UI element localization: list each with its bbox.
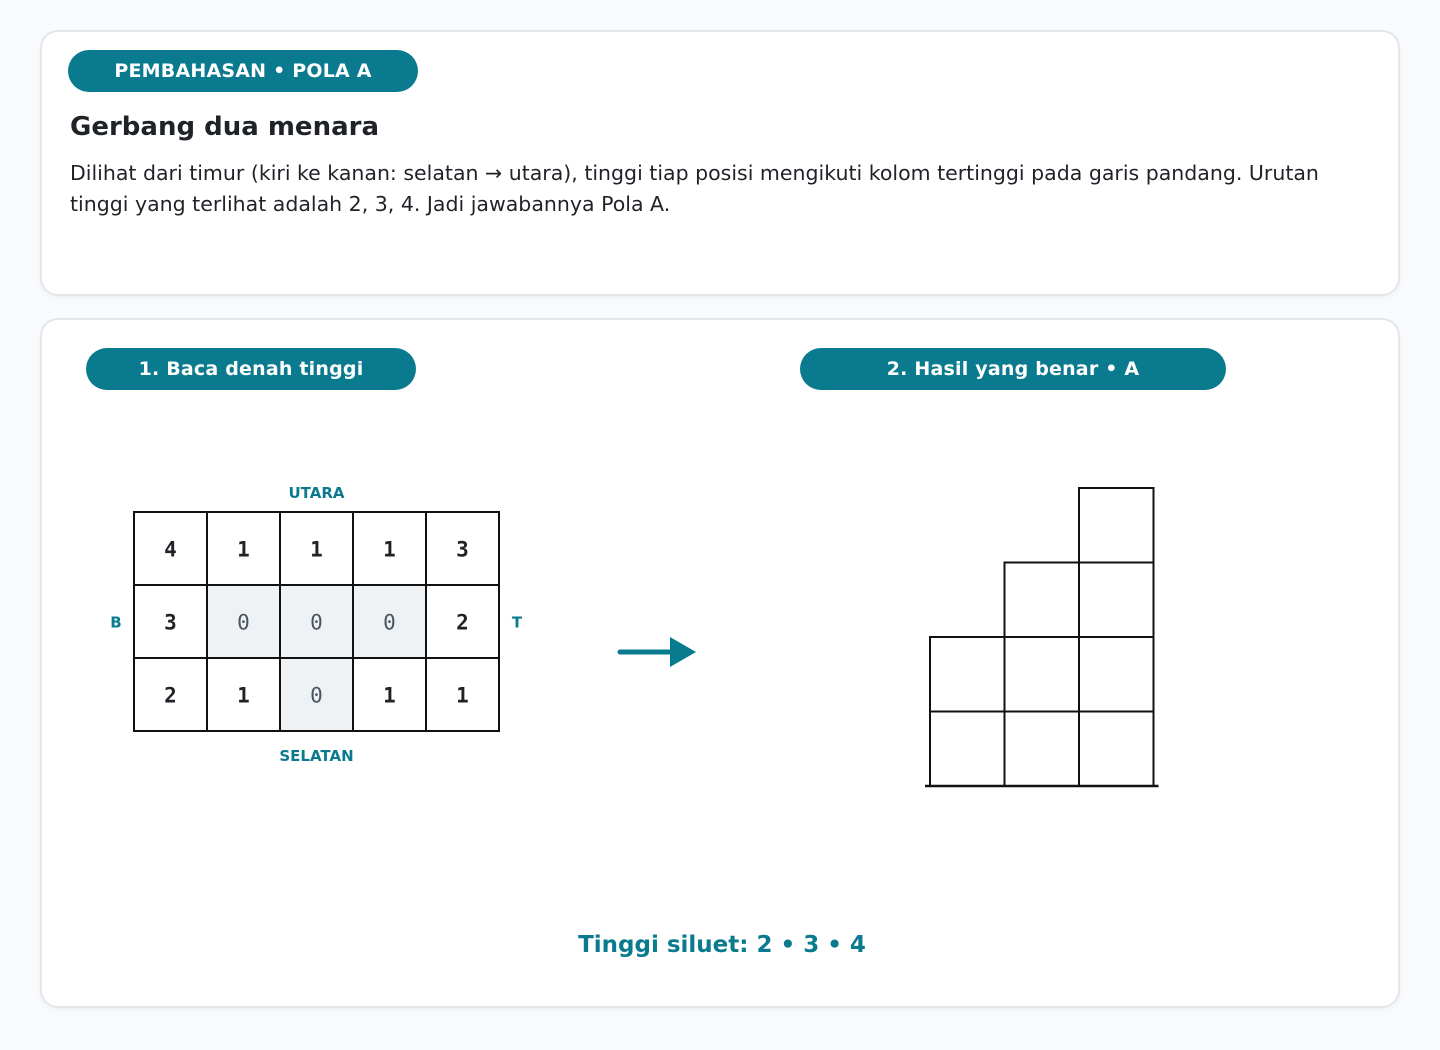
east-label: T (511, 613, 523, 632)
height-value: 0 (310, 683, 323, 708)
silhouette-block (1005, 712, 1080, 787)
silhouette-block (930, 637, 1005, 712)
height-value: 0 (237, 610, 250, 635)
explanation-text: Dilihat dari timur (kiri ke kanan: selatan → utara), tinggi tiap posisi mengikuti kolom tertinggi pada garis pandang. Urutan tinggi yang terlihat adalah 2, 3, 4. Jadi jawabannya Pola A. (70, 161, 1319, 216)
height-value: 1 (237, 683, 250, 708)
page-title: Gerbang dua menara (70, 112, 379, 142)
discussion-badge: PEMBAHASAN • POLA A (68, 50, 418, 92)
explanation-card (40, 30, 1400, 296)
height-map (110, 484, 523, 765)
step-2-label: 2. Hasil yang benar • A (800, 348, 1226, 390)
silhouette-block (1079, 488, 1154, 563)
silhouette-block (930, 712, 1005, 787)
height-value: 1 (237, 537, 250, 562)
height-value: 1 (383, 537, 396, 562)
height-value: 1 (383, 683, 396, 708)
north-label: UTARA (288, 484, 345, 502)
arrow-right-icon (620, 637, 696, 667)
silhouette-summary: Tinggi siluet: 2 • 3 • 4 (578, 932, 866, 958)
solution-diagram (42, 320, 1398, 920)
height-value: 3 (456, 537, 469, 562)
south-label: SELATAN (279, 747, 354, 765)
solution-card (40, 318, 1400, 1008)
silhouette-block (1079, 712, 1154, 787)
silhouette (925, 488, 1159, 786)
height-value: 1 (456, 683, 469, 708)
silhouette-block (1079, 563, 1154, 638)
step-1-label: 1. Baca denah tinggi (86, 348, 416, 390)
west-label: B (110, 613, 122, 632)
height-value: 1 (310, 537, 323, 562)
silhouette-block (1079, 637, 1154, 712)
height-value: 0 (310, 610, 323, 635)
height-value: 3 (164, 610, 177, 635)
height-value: 2 (456, 610, 469, 635)
height-value: 2 (164, 683, 177, 708)
silhouette-block (1005, 637, 1080, 712)
silhouette-block (1005, 563, 1080, 638)
height-value: 0 (383, 610, 396, 635)
height-value: 4 (164, 537, 177, 562)
